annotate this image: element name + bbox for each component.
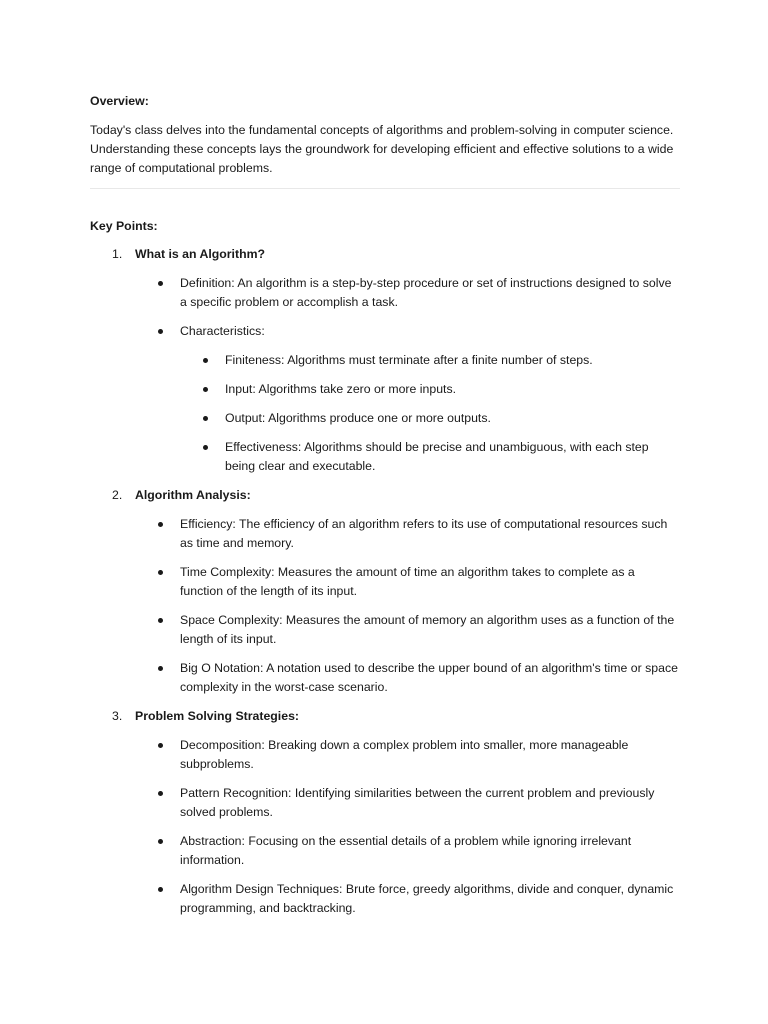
list-item: [180, 438, 680, 476]
bullet-list: [135, 515, 680, 697]
bullet-icon: [158, 791, 163, 796]
section-item-what-is-an-algorithm: [90, 245, 680, 476]
section-number: 3.: [112, 709, 123, 723]
sub-bullet-list: [180, 351, 680, 476]
document-content: [90, 92, 680, 918]
list-item: [180, 351, 680, 370]
bullet-list: [135, 736, 680, 918]
key-points-heading: Key Points:: [90, 219, 158, 233]
bullet-icon: [203, 387, 208, 392]
section-number: 1.: [112, 247, 123, 261]
bullet-text: Output: Algorithms produce one or more outputs.: [225, 411, 491, 425]
bullet-text: Pattern Recognition: Identifying similarities between the current problem and previously solved problems.: [180, 786, 655, 819]
section-number: 2.: [112, 488, 123, 502]
section-title: Algorithm Analysis:: [135, 488, 251, 502]
bullet-text: Input: Algorithms take zero or more inputs.: [225, 382, 457, 396]
bullet-icon: [158, 522, 163, 527]
section-item-algorithm-analysis: [90, 486, 680, 697]
bullet-icon: [158, 329, 163, 334]
bullet-icon: [203, 445, 208, 450]
section-title: Problem Solving Strategies:: [135, 709, 299, 723]
list-item: [180, 409, 680, 428]
key-points-list: [90, 245, 680, 918]
bullet-text: Abstraction: Focusing on the essential details of a problem while ignoring irrelevant information.: [180, 834, 632, 867]
bullet-text: Efficiency: The efficiency of an algorithm refers to its use of computational resources such as time and memory.: [180, 517, 668, 550]
overview-text: Today's class delves into the fundamental concepts of algorithms and problem-solving in computer science. Understanding these concepts lays the groundwork for developing efficient and effective solutions to a wide range of computational problems.: [90, 123, 674, 175]
bullet-icon: [158, 281, 163, 286]
bullet-icon: [203, 416, 208, 421]
list-item: [135, 274, 680, 312]
bullet-icon: [158, 743, 163, 748]
bullet-text: Definition: An algorithm is a step-by-step procedure or set of instructions designed to solve a specific problem or accomplish a task.: [180, 276, 672, 309]
bullet-list: [135, 274, 680, 476]
section-divider: [90, 188, 680, 189]
list-item: [135, 736, 680, 774]
list-item: [135, 515, 680, 553]
bullet-icon: [158, 618, 163, 623]
bullet-text: Characteristics:: [180, 324, 265, 338]
bullet-icon: [158, 839, 163, 844]
bullet-text: Finiteness: Algorithms must terminate after a finite number of steps.: [225, 353, 593, 367]
bullet-text: Decomposition: Breaking down a complex problem into smaller, more manageable subproblems.: [180, 738, 629, 771]
list-item: [135, 832, 680, 870]
list-item: [135, 322, 680, 476]
bullet-text: Algorithm Design Techniques: Brute force, greedy algorithms, divide and conquer, dynamic programming, and backtracking.: [180, 882, 674, 915]
list-item: [135, 784, 680, 822]
list-item: [135, 659, 680, 697]
bullet-text: Time Complexity: Measures the amount of time an algorithm takes to complete as a function of the length of its input.: [180, 565, 635, 598]
section-title: What is an Algorithm?: [135, 247, 266, 261]
bullet-icon: [203, 358, 208, 363]
bullet-text: Big O Notation: A notation used to describe the upper bound of an algorithm's time or space complexity in the worst-case scenario.: [180, 661, 678, 694]
bullet-text: Space Complexity: Measures the amount of memory an algorithm uses as a function of the length of its input.: [180, 613, 675, 646]
bullet-icon: [158, 666, 163, 671]
list-item: [135, 880, 680, 918]
list-item: [135, 563, 680, 601]
overview-heading: Overview:: [90, 94, 149, 108]
bullet-text: Effectiveness: Algorithms should be precise and unambiguous, with each step being clear and executable.: [225, 440, 649, 473]
section-item-problem-solving-strategies: [90, 707, 680, 918]
bullet-icon: [158, 887, 163, 892]
list-item: [180, 380, 680, 399]
bullet-icon: [158, 570, 163, 575]
list-item: [135, 611, 680, 649]
